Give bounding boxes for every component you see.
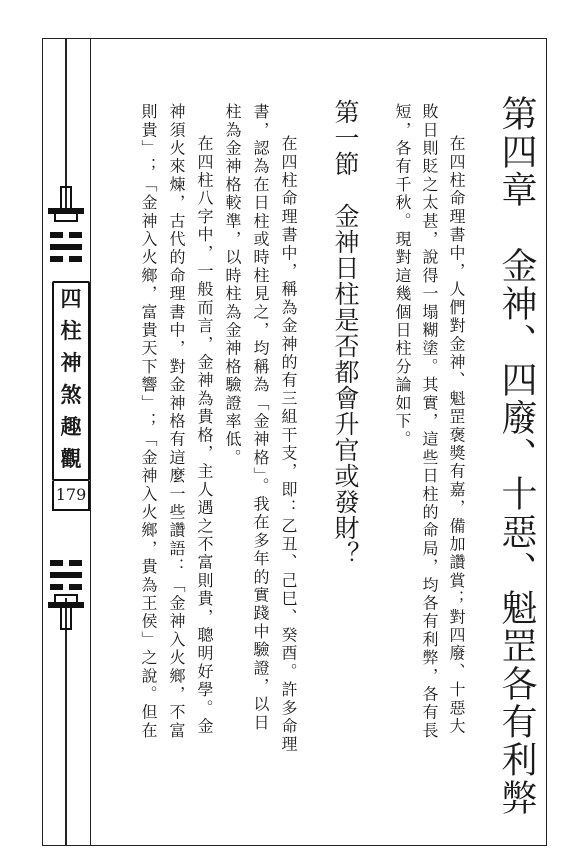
book-title-box bbox=[52, 281, 90, 481]
body-line: 則貴」；「金神入火鄉，富貴天下響」；「金神入火鄉，貴為王侯」之說。但在 bbox=[139, 103, 158, 740]
section-title: 第一節 金神日柱是否都會升官或發財？ bbox=[331, 99, 360, 567]
page-number: 179 bbox=[52, 481, 90, 511]
body-line: 神須火來煉，古代的命理書中，對金神格有這麼一些讚語：「金神入火鄉，不富 bbox=[167, 103, 186, 740]
chapter-title: 第四章 金神、四廢、十惡、魁罡各有利弊 bbox=[496, 95, 537, 817]
page-content bbox=[100, 85, 540, 845]
book-title-char: 觀 bbox=[60, 447, 82, 471]
book-title-char: 柱 bbox=[60, 319, 82, 343]
intro-line: 短，各有千秋。現對這幾個日柱分論如下。 bbox=[393, 103, 412, 449]
spine-divider bbox=[90, 38, 91, 846]
bottom-ornament-icon bbox=[48, 516, 84, 626]
body-line: 柱為金神格較準，以時柱為金神格驗證率低。 bbox=[223, 103, 242, 467]
spine-rule-top bbox=[65, 38, 67, 208]
spine-rule-bottom bbox=[65, 598, 67, 846]
body-line: 在四柱八字中，一般而言，金神為貴格，主人遇之不富則貴，聰明好學。金 bbox=[195, 135, 214, 736]
intro-line: 敗日則貶之太甚，說得一塌糊塗。其實，這些日柱的命局，均各有利弊，各有長 bbox=[420, 103, 439, 740]
top-ornament-icon bbox=[48, 186, 84, 286]
body-line: 書，認為在日柱或時柱見之，均稱為「金神格」。我在多年的實踐中驗證，以日 bbox=[251, 103, 270, 732]
book-title-char: 四 bbox=[60, 287, 82, 311]
intro-line: 在四柱命理書中，人們對金神、魁罡褒獎有嘉，備加讚賞；對四廢、十惡大 bbox=[447, 135, 466, 736]
body-line: 在四柱命理書中，稱為金神的有三組干支，即：乙丑、己巳、癸酉。許多命理 bbox=[279, 135, 298, 754]
book-title-char: 趣 bbox=[60, 415, 82, 439]
book-title-char: 神 bbox=[60, 351, 82, 375]
book-title-char: 煞 bbox=[60, 383, 82, 407]
